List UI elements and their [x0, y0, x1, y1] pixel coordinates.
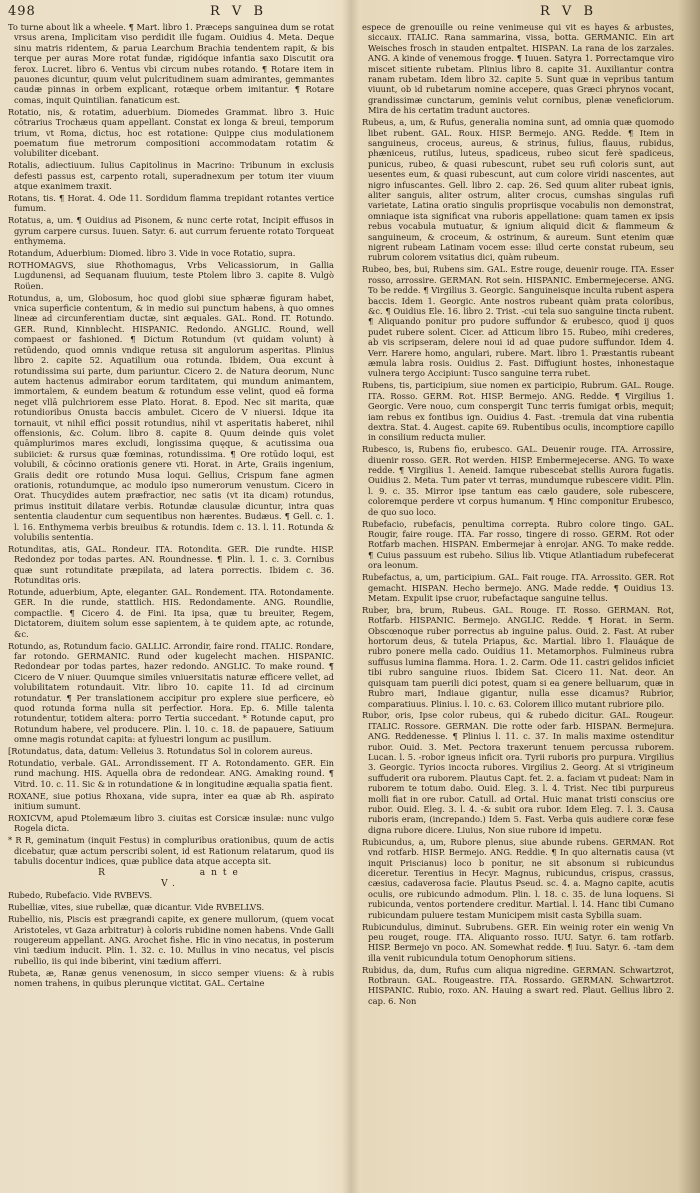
entry-paragraph: Rotandum, Aduerbium: Diomed. libro 3. Vide in voce Rotatio, supra. [8, 248, 296, 259]
right-column [362, 22, 674, 1187]
entry-paragraph: Rotatio, nis, & rotatim, aduerbium. Diomedes Grammat. libro 3. Huic cōtrarius Trochæus quam appellant. Constat ex longa & breui, temporum trium, vt Roma, dictus, hoc est rotatione: Quippe cius modulationem poematum fiue metrorum compositioni accommodatam rotatim & volubiliter dicebant. [8, 106, 334, 159]
entry-paragraph: ROXANE, siue potius Rhoxana, vide supra, inter ea quæ ab Rh. aspirato initium sumunt. [8, 790, 334, 812]
entry-paragraph: Rubens, tis, participium, siue nomen ex participio, Rubrum. GAL. Rouge. ITA. Rosso. GERM. Rot. HISP. Bermejo. ANG. Redde. ¶ Virgilius 1. Georgic. Vere nouo, cum conspergit Tunc terris fumigat orbis, mequit; iam rebus ex fontibus ign. Ouidius 4. Fast. -tremula dat vina rubentia dextra. Stat. 4. Augest. capite 69. Rubentibus oculis, incomptiore capillo in consilium reducta mulier. [362, 380, 674, 443]
entry-paragraph: Rotundatio, verbale. GAL. Arrondissement. IT A. Rotondamento. GER. Ein rund machung. HIS. Aquella obra de redondear. ANG. Amaking round. ¶ Vitrd. 10. c. 11. Sic & in rotundatione & in longitudine æqualia spatia fient. [8, 758, 334, 789]
entry-paragraph: [Rotundatus, data, datum: Velleius 3. Rotundatus Sol in colorem aureus. [8, 746, 313, 757]
entry-paragraph: Rubicundus, a, um, Rubore plenus, siue abunde rubens. GERMAN. Rot vnd rotfarb. HISP. Bermejo. ANG. Reddie. ¶ In quo alternatis causa (vt inquit Priscianus) loco b ponitur, ne sit absonum si rubicundus diceretur. Terentius in Hecyr. Magnus, rubicundus, crispus, crassus, cæsius, cadaverosa facie. Plautus Pseud. sc. 4. a. Magno capite, acutis oculis, ore rubicundo admodum. Plin. l. 18. c. 35. de luna loquens. Si rubicunda, ventos portendere creditur. Martial. l. 14. Hanc tibi Cumano rubicundam puluere testam Municipem misit casta Sybilla suam. [362, 836, 674, 920]
entry-paragraph: Rubesco, is, Rubens fio, erubesco. GAL. Deuenir rouge. ITA. Arrossire, diuenir rosso. GER. Rot werden. HISP. Embermejecerse. ANG. To waxe redde. ¶ Virgilius 1. Aeneid. Iamque rubescebat stellis Aurora fugatis. Ouidius 2. Meta. Tum pater vt terras, mundumque rubescere vidit. Plin. l. 9. c. 35. Mirror ipse tantum eas cælo gaudere, sole rubescere, coloremque perdere vt corpus humanum. ¶ Hinc componitur Erubesco, de quo suo loco. [362, 444, 674, 517]
entry-paragraph: Rubor, oris, Ipse color rubeus, qui & rubedo dicitur. GAL. Rougeur. ITALIC. Rossore. GERMAN. Die rotte oder farb. HISPAN. Bermejura. ANG. Reddenesse. ¶ Plinius l. 11. c. 37. In malis maxime ostenditur rubor. Ouid. 3. Met. Pectora traxerunt tenuem percussa ruborem. Lucan. l. 5. -robor igneus inficit ora. Tyrii ruboris pro purpura. Virgilius 3. Georgic. Tyrios incocta rubores. Virgilius 2. Georg. At si vtrigineum suffuderit ora ruborem. Plautus Capt. fet. 2. a. faciam vt pudeat: Nam in ruborem te totum dabo. Ouid. Eleg. 3. l. 4. Trist. Nec tibi purpureus molli fiat in ore rubor. Catull. ad Ortal. Huic manat tristi conscius ore rubor. Ouid. Eleg. 3. l. 4. -& subit ora rubor. Idem Eleg. 7. l. 3. Causa ruboris eram, (increpando.) Idem 5. Fast. Verba quis audiere coræ fese digna rubore dicere. Liuius, Non siue rubore id impetu. [362, 710, 674, 835]
entry-paragraph: Rubefacio, rubefacis, penultima correpta. Rubro colore tingo. GAL. Rougir, faire rouge. ITA. Far rosso, tingere di rosso. GERM. Rot oder Rotfarb machen. HISPAN. Embermejar à enrojar. ANG. To make redde. ¶ Cuius passuum est rubeho. Silius lib. Vtique Atlantiadum rubefecerat ora leonum. [362, 518, 674, 571]
page-number: 498 [8, 4, 36, 19]
entry-paragraph: ROTHOMAGVS, siue Rhothomagus, Vrbs Velicassiorum, in Gallia Lugdunensi, ad Sequanam fluuium, teste Ptolem libro 3. capite 8. Vulgò Roüen. [8, 259, 334, 291]
entry-paragraph: To turne about lik a wheele. ¶ Mart. libro 1. Præceps sanguinea dum se rotat vrsus arena, Implicitam viso perdidit ille fugam. Ouidius 4. Meta. Deque sinu matris ridentem, & parua Learchum Brachia tendentem rapit, & bis terque per auras More rotat fundæ, rigidóque infantia saxo Discutit ora ferox. Lucret. libro 6. Ventus vbi circum nubes rotando. ¶ Rotare item in pauones dicuntur, quum velut pulcritudinem suam admirantes, gemmantes caudæ pinnas in orbem explicant, rotæque orbem imitantur. ¶ Rotare comas, inquit Quintilian. fanaticum est. [8, 22, 334, 105]
running-head-right: R V B [540, 4, 597, 19]
entry-paragraph: Rubefactus, a, um, participium. GAL. Fait rouge. ITA. Arrossito. GER. Rot gemacht. HISPAN. Hecho bermejo. ANG. Made redde. ¶ Ouidius 13. Metam. Expulit ipse cruor, rubefactaque sanguine tellus. [362, 572, 674, 603]
entry-paragraph: Rubeo, bes, bui, Rubens sim. GAL. Estre rouge, deuenir rouge. ITA. Esser rosso, arrossire. GERMAN. Rot sein. HISPANIC. Embermejecerse. ANG. To be redde. ¶ Virgilius 3. Georgic. Sanguineisque inculta rubent aspera baccis. Idem 1. Georgic. Ante nostros rubeant quàm prata coloribus, &c. ¶ Ouidius Ele. 16. libro 2. Trist. -cui tela suo sanguine tincta rubent. ¶ Aliquando ponitur pro pudore suffundor & erubesco, quod ij quos pudet rubere solent. Cicer. ad Atticum libro 15. Rubeo, mihi crederes, ab vis scripseram, delere noui id ad quae pudore suffundor. Idem 4. Verr. Harere homo, angulari, rubere. Mart. libro 1. Præstantis rubeant æmula labra rosis. Ouidius 2. Fast. Diffugiunt hostes, inhonestaque vulnera tergo Accipiunt: Tusco sanguine terra rubet. [362, 264, 674, 379]
entry-paragraph: Rubelliæ, vites, siue rubellæ, quæ dicantur. Vide RVBELLVS. [8, 902, 265, 913]
entry-paragraph: Rotunde, aduerbium, Apte, eleganter. GAL. Rondement. ITA. Rotondamente. GER. In die runde, stattlich. HIS. Redondamente. ANG. Roundlie, compactlie. ¶ Cicero 4. de Fini. Ita ipsa, quæ tu breuiter, Regem, Dictatorem, diuitem solum esse sapientem, à te quidem apte, ac rotunde, &c. [8, 587, 334, 639]
entry-paragraph: Rubidus, da, dum, Rufus cum aliqua nigredine. GERMAN. Schwartzrot, Rotbraun. GAL. Rougeastre. ITA. Rossardo. GERMAN. Schwartzrot. HISPANIC. Rubio, roxo. AN. Hauing a swart red. Plaut. Gellius libro 2. cap. 6. Non [362, 964, 674, 1006]
entry-paragraph: Rotatus, a, um. ¶ Ouidius ad Pisonem, & nunc certe rotat, Incipit effusos in gyrum carpere cursus. Iuuen. Satyr. 6. aut currum feruente rotato Torqueat enthymema. [8, 215, 334, 247]
divider-right: V. [161, 878, 181, 889]
page-edge-shadow [678, 0, 700, 1193]
entry-paragraph: * R R, geminatum (inquit Festus) in compluribus orationibus, quum de actis dicebatur, quæ actum perscribi solent, id est Rationum relatarum, quod iis tabulis docentur indices, quæ publice data atque accepta sit. [8, 835, 334, 867]
section-divider [8, 868, 334, 889]
entry-paragraph: Rotalis, adiectiuum. Iulius Capitolinus in Macrino: Tribunum in exclusis defesti passus est, carpento rotali, superadnexum per totum iter viuum atque exanimem traxit. [8, 160, 334, 192]
running-head-left: R V B [210, 4, 267, 19]
entry-paragraph: Rubedo, Rubefacio. Vide RVBEVS. [8, 890, 153, 901]
divider-left: R [98, 868, 111, 879]
entry-paragraph: Rubeus, a, um, & Rufus, generalia nomina sunt, ad omnia quæ quomodo libet rubent. GAL. Roux. HISP. Bermejo. ANG. Redde. ¶ Item in sanguineus, croceus, aureus, & strinus, fulius, flauus, rubidus, phæniceus, rutilus, luteus, spadiceus, rubeo sicut ferè spadiceus, punicus, rubeo, & quasi rubescunt, rubet seu rufi coloris sunt, aut uesentes eum, & quasi rubescunt, aut cum colore viridi nascentes, aut nigro infuscantes. Gell. libro 2. cap. 26. Sed quum aliter rubeat ignis, aliter sanguis, aliter ostrum, aliter crocus, cumshas singulas rufi varietate, Latina oratio singulis propriisque vocabulis non demonstrat, omniaque ista significat vna ruboris appellatione: quam tamen ex ipsis rebus vocabula mutuatur, & ignium aliquid dicit & flammeum & sanguineum, & croceum, & ostrinum, & aureum. Sunt etenim quæ nigrent rubeam Latinam vocem esse: illud certe constat rubeum, seu rubrum colorem vsitatius dici, quàm rubeum. [362, 117, 674, 263]
entry-paragraph: ROXICVM, apud Ptolemæum libro 3. ciuitas est Corsicæ insulæ: nunc vulgo Rogela dicta. [8, 813, 334, 834]
entry-paragraph: Ruber, bra, brum, Rubeus. GAL. Rouge. IT. Rosso. GERMAN. Rot, Rotfarb. HISPANIC. Bermejo. ANGLIC. Redde. ¶ Horat. in Serm. Obscœnoque ruber porrectus ab inguine palus. Ouid. 2. Fast. At ruber hortorum deus, & tutela Priapus, &c. Martial. libro 1. Flauáque de rubro ponere mella cado. Ouidius 11. Metamorphos. Fulmineus rubra suffusus lumina flamma. Hora. 1. 2. Carm. Ode 11. castri gelidos inficiet tibi rubro sanguine riuos. Ibidem Sat. Cicero 11. Nat. deor. An quisquam tam puerili dici potest, quam si ea genere belluarum, quæ in Rubro mari, Indiaue gigantur, nulla esse dicamus? Rubrior, comparatiuus. Plinius. l. 10. c. 63. Colorem illico mutant rubriore pilo. [362, 604, 674, 709]
entry-paragraph: Rubeta, æ, Ranæ genus venenosum, in sicco semper viuens: & à rubis nomen trahens, in quibus plerunque victitat. GAL. Certaine [8, 967, 334, 989]
entry-paragraph: espece de grenouille ou reine venimeuse qui vit es hayes & arbustes, siccaux. ITALIC. Rana sammarina, vissa, botta. GERMANIC. Ein art Weisches frosch in stauden entpaltet. HISPAN. La rana de los zarzales. ANG. A kinde of venemous frogge. ¶ Iuuen. Satyra 1. Porrectamque viro miscet sitiente rubetam. Plinius libro 8. capite 31. Auxiliantur contra ranam rubetam. Idem libro 32. capite 5. Sunt quæ in vepribus tantum viuunt, ob id rubetarum nomine accepere, quas Græci phrynos vocant, grandissimæ cunctarum, geminis velut cornibus, plenæ veneficiorum. Mira de his certatim tradunt auctores. [362, 22, 674, 116]
page-gutter [342, 0, 360, 1193]
entry-paragraph: Rubicundulus, diminut. Subrubens. GER. Ein weinig roter ein wenig Vn peu rouget, rouge. ITA. Aliquanto rosso. IUU. Satyr. 6. tam rotfarb. HISP. Bermejo vn poco. AN. Somewhat redde. ¶ Iuu. Satyr. 6. -tam dem illa venit rubicundula totum Oenophorum sitiens. [362, 921, 674, 963]
entry-paragraph: Rubellio, nis, Piscis est prægrandi capite, ex genere mullorum, (quem vocat Aristoteles, vt Gaza arbitratur) à coloris rubidine nomen habens. Vnde Galli rougereum appellant. ANG. Arochet fishe. Hic in vino necatus, in posterum vini tædium inducit. Plin. 1. 32. c. 10. Mullus in vino necatus, vel piscis rubellio, iis qui inde biberint, vini tædium afferri. [8, 914, 334, 966]
entry-paragraph: Rotundus, a, um, Globosum, hoc quod globi siue sphæræ figuram habet, vnica superficie contentum, & in medio sui punctum habens, à quo omnes lineæ ad circunferentiam ductæ, sint æquales. GAL. Rond. IT. Rotundo. GER. Rund, Kinnblecht. HISPANIC. Redondo. ANGLIC. Round, well compaest or fashioned. ¶ Dictum Rotundum (vt quidam volunt) à retūdendo, quod omnis vndique retusa sit angulorum asperitas. Plinius libro 2. capite 52. Aquatilium oua rotunda. Ibidem, Oua excunt à rotundissima sui parte, dum pariuntur. Cicero 2. de Natura deorum, Nunc autem hactenus admirabor eorum tarditatem, qui mundum animantem, immortalem, & eundem beatum & rotundum esse velint, quod eā forma neget vllā pulchriorem esse Plato. Horat. 8. Epod. Nec sit marita, quæ rotundioribus Onusta baccis ambulet. Cicero de V niuersi. Idque ita tornauit, vt nihil effici possit rotundius, nihil vt asperitatis haberet, nihil offensionis, &c. Colum. libro 8. capite 8. Quum deinde quis volet quāmplurimos mares excludi, longissima quęque, & acutissima oua subiiciet: & rursus quæ fœminas, rotundissima. ¶ Ore rotūdo loqui, est volubili, & cōcinno orationis genere vti. Horat. in Arte, Graiis ingenium, Graiis dedit ore rotundo Musa loqui. Gellius, Crispum fane agmen orationis, rotundumque, ac modulo ipso numerorum venustum. Cicero in Orat. Thucydides autem præfractior, nec satis (vt ita dicam) rotundus, primus instituit dilatare verbis. Rotundæ clausulæ dicuntur, intra quas sententia claudentur cum sequentibus non hærentes. Budæus. ¶ Gell. c. 1. l. 16. Enthymema verbis breuibus & rotundis. Idem c. 13. l. 11. Rotunda & volubilis sententia. [8, 292, 334, 542]
entry-paragraph: Rotans, tis. ¶ Horat. 4. Ode 11. Sordidum flamma trepidant rotantes vertice fumum. [8, 193, 334, 214]
entry-paragraph: Rotunditas, atis, GAL. Rondeur. ITA. Rotondita. GER. Die rundte. HISP. Redondez por todas partes. AN. Roundnesse. ¶ Plin. l. 1. c. 3. Cornibus quæ sunt rotunditate præpilata, ad latera porrectis. Ibidem c. 36. Rotunditas oris. [8, 543, 334, 586]
entry-paragraph: Rotundo, as, Rotundum facio. GALLIC. Arrondir, faire rond. ITALIC. Rondare, far rotondo. GERMANIC. Rund oder kugelecht machen. HISPANIC. Redondear por todas partes, hazer redondo. ANGLIC. To make round. ¶ Cicero de V niuer. Quumque similes vniuersitatis naturæ efficere vellet, ad volubilitatem rotundauit. Vitr. libro 10. capite 11. Id ad circinum rotundatur. ¶ Per translationem accipitur pro explere siue perficere, eò quod rotunda forma nulla sit perfectior. Hora. Ep. 6. Mille talenta rotundentur, totidem altera: porro Tertia succedant. * Rotunde caput, pro Rotundum habere, vel producere. Plin. l. 10. c. 18. de papauere, Satiuum omne magis rotundat capita: at fyluestri longum ac pusillum. [8, 640, 334, 745]
left-column [8, 22, 334, 1187]
divider-mid: ante [199, 868, 244, 879]
